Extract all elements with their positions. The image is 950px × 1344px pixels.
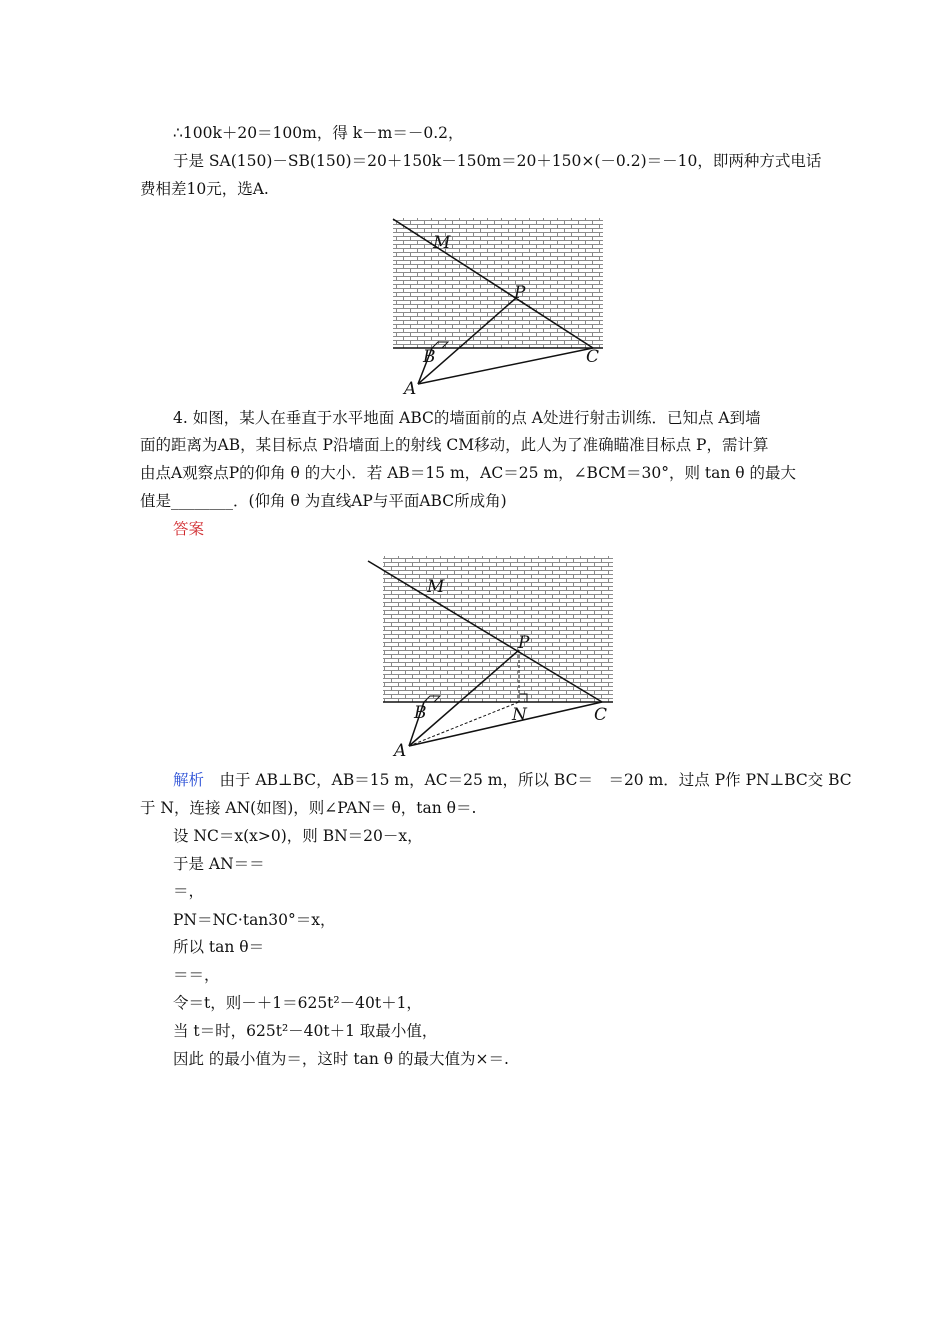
analysis-line: ＝， [173, 882, 205, 900]
wall-figure-1 [368, 212, 618, 406]
analysis-line: PN＝NC·tan30°＝x， [173, 911, 336, 929]
label-B: B [414, 703, 427, 723]
analysis-line: 于是 AN＝＝ [173, 855, 265, 873]
answer-label: 答案 [173, 520, 205, 538]
text-line: 于是 SA(150)－SB(150)＝20＋150k－150m＝20＋150×(－0.2)＝－10，即两种方式电话 [173, 152, 822, 170]
question-line: 面的距离为AB，某目标点 P沿墙面上的射线 CM移动，此人为了准确瞄准目标点 P，需计算 [140, 436, 769, 454]
analysis-line: 设 NC＝x(x>0)，则 BN＝20－x， [173, 827, 423, 845]
analysis-line: ＝＝， [173, 966, 220, 984]
question-line: 4. 如图，某人在垂直于水平地面 ABC的墙面前的点 A处进行射击训练．已知点 A到墙 [173, 409, 761, 427]
label-P: P [514, 283, 526, 303]
analysis-line: 令＝t，则－＋1＝625t²－40t＋1， [173, 994, 422, 1012]
label-M: M [433, 233, 451, 253]
question-line: 值是________．(仰角 θ 为直线AP与平面ABC所成角) [140, 492, 507, 510]
label-A: A [394, 741, 407, 761]
analysis-label: 解析 [173, 771, 205, 789]
analysis-line: 因此 的最小值为＝，这时 tan θ 的最大值为×＝. [173, 1050, 509, 1068]
label-P: P [518, 633, 530, 653]
label-C: C [594, 705, 608, 725]
label-N: N [512, 705, 527, 725]
label-A: A [404, 379, 417, 399]
label-B: B [423, 347, 436, 367]
text-line: 费相差10元，选A. [140, 180, 269, 198]
wall-figure-2 [356, 546, 631, 765]
analysis-line: 于 N，连接 AN(如图)，则∠PAN＝ θ，tan θ＝. [140, 799, 477, 817]
analysis-line: 解析 由于 AB⊥BC，AB＝15 m，AC＝25 m，所以 BC＝ ＝20 m．过点 P作 PN⊥BC交 BC [173, 771, 852, 789]
analysis-line: 当 t＝时，625t²－40t＋1 取最小值， [173, 1022, 438, 1040]
label-C: C [586, 347, 600, 367]
question-line: 由点A观察点P的仰角 θ 的大小．若 AB＝15 m，AC＝25 m，∠BCM＝30°，则 tan θ 的最大 [140, 464, 797, 482]
text-line: ∴100k＋20＝100m，得 k－m＝－0.2， [173, 124, 464, 142]
label-M: M [427, 577, 445, 597]
analysis-line: 所以 tan θ＝ [173, 938, 265, 956]
